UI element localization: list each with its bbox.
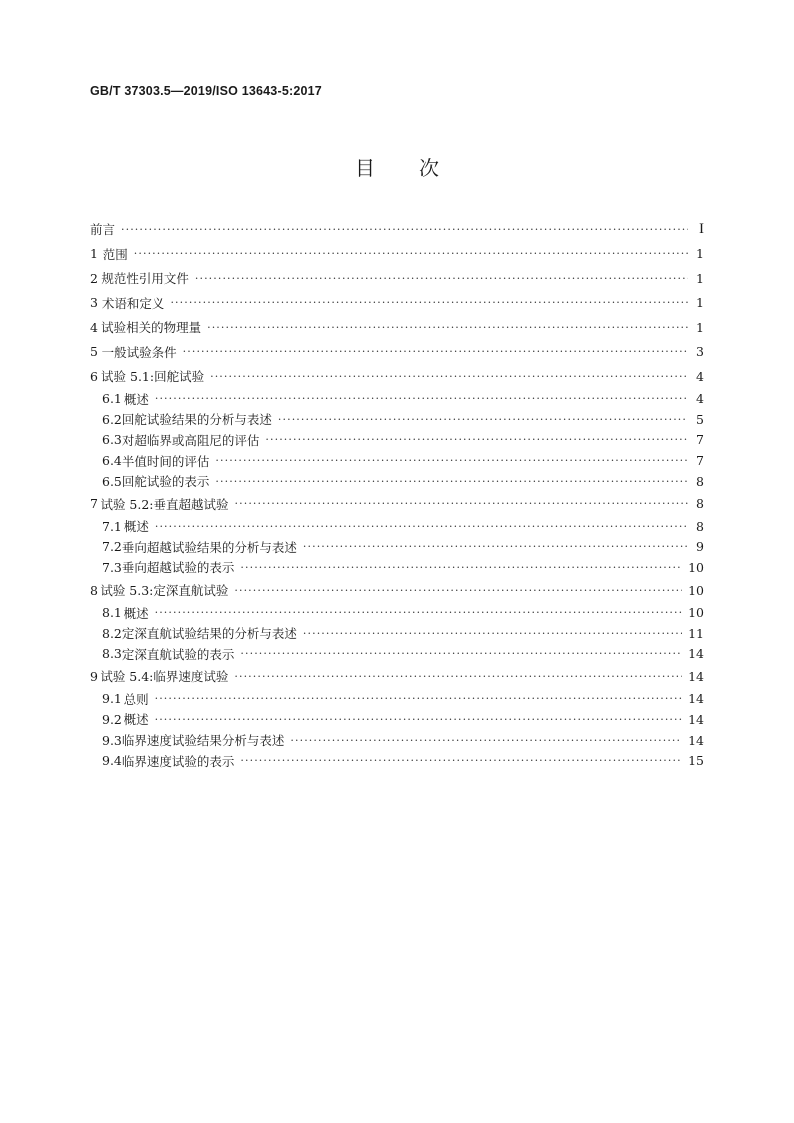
toc-entry-label: 总则 [123, 691, 149, 707]
toc-entry-label: 回舵试验结果的分析与表述 [121, 412, 272, 428]
toc-dot-leader [303, 627, 682, 640]
toc-entry-number: 7.1 [102, 518, 122, 534]
toc-entry-page: 7 [696, 432, 704, 448]
toc-dot-leader [234, 670, 682, 683]
toc-entry-number: 9.3 [102, 732, 122, 748]
toc-entry-label: 垂向超越试验结果的分析与表述 [121, 539, 297, 555]
toc-entry-page: 1 [696, 270, 704, 286]
toc-entry-label: 概述 [123, 605, 149, 621]
toc-entry-page: 10 [688, 582, 704, 598]
toc-entry-page: 5 [696, 411, 704, 427]
toc-entry-number: 8.3 [102, 646, 122, 662]
toc-entry-page: 8 [696, 496, 704, 512]
toc-entry-number: 4 [90, 319, 98, 335]
toc-entry-number: 6.5 [102, 473, 122, 489]
toc-entry[interactable] [90, 664, 704, 689]
table-of-contents [90, 217, 704, 771]
toc-entry-page: 1 [696, 295, 704, 311]
toc-entry[interactable] [90, 557, 704, 578]
toc-entry-number: 7.3 [102, 559, 122, 575]
toc-dot-leader [121, 223, 688, 236]
toc-entry-label: 临界速度试验结果分析与表述 [121, 733, 285, 749]
toc-entry-label: 试验 5.1:回舵试验 [101, 369, 205, 385]
toc-entry[interactable] [90, 291, 704, 316]
toc-dot-leader [155, 606, 682, 619]
toc-dot-leader [155, 713, 682, 726]
toc-entry-number: 9.4 [102, 753, 122, 769]
toc-entry-label: 概述 [123, 391, 149, 407]
toc-entry-label: 回舵试验的表示 [121, 474, 210, 490]
toc-entry-number: 1 [90, 246, 98, 262]
toc-entry-label: 一般试验条件 [101, 344, 177, 360]
toc-entry-label: 试验 5.4:临界速度试验 [100, 669, 229, 685]
toc-entry[interactable] [90, 340, 704, 365]
toc-entry[interactable] [90, 471, 704, 492]
toc-entry-page: 14 [688, 668, 704, 684]
toc-entry-number: 9.1 [102, 691, 122, 707]
toc-entry-label: 规范性引用文件 [101, 271, 189, 287]
toc-dot-leader [207, 321, 688, 334]
toc-dot-leader [155, 520, 688, 533]
toc-entry-number: 8.2 [102, 625, 122, 641]
toc-entry[interactable] [90, 217, 704, 242]
toc-entry-page: 4 [696, 391, 704, 407]
toc-dot-leader [240, 754, 682, 767]
toc-entry[interactable] [90, 491, 704, 516]
toc-entry[interactable] [90, 623, 704, 644]
toc-entry-page: 7 [696, 453, 704, 469]
toc-entry-label: 定深直航试验结果的分析与表述 [121, 626, 297, 642]
toc-entry-page: 11 [688, 625, 704, 641]
standard-code-header: GB/T 37303.5—2019/ISO 13643-5:2017 [90, 84, 322, 98]
toc-dot-leader [155, 692, 682, 705]
toc-entry[interactable] [90, 537, 704, 558]
toc-entry[interactable] [90, 750, 704, 771]
toc-dot-leader [195, 272, 688, 285]
toc-entry-label: 概述 [123, 712, 149, 728]
toc-entry[interactable] [90, 643, 704, 664]
toc-entry-label: 试验 5.2:垂直超越试验 [100, 496, 229, 512]
toc-entry[interactable] [90, 315, 704, 340]
toc-entry[interactable] [90, 689, 704, 710]
toc-entry-page: 14 [688, 711, 704, 727]
toc-entry-number: 9.2 [102, 711, 122, 727]
toc-entry[interactable] [90, 389, 704, 410]
toc-entry-label: 试验相关的物理量 [101, 320, 202, 336]
toc-entry[interactable] [90, 516, 704, 537]
toc-dot-leader [155, 392, 688, 405]
toc-entry-page: 14 [688, 691, 704, 707]
toc-entry-page: 10 [688, 605, 704, 621]
toc-entry-label: 范围 [102, 246, 128, 262]
toc-entry-number: 7 [90, 496, 98, 512]
toc-entry-page: 15 [688, 753, 704, 769]
page-title: 目次 [355, 156, 483, 180]
toc-dot-leader [234, 584, 682, 597]
toc-entry-label: 定深直航试验的表示 [121, 646, 235, 662]
toc-entry-page: 8 [696, 473, 704, 489]
toc-entry[interactable] [90, 730, 704, 751]
toc-entry[interactable] [90, 602, 704, 623]
toc-entry[interactable] [90, 450, 704, 471]
toc-entry-label: 对超临界或高阻尼的评估 [121, 432, 260, 448]
toc-entry-page: I [699, 220, 704, 237]
toc-dot-leader [170, 296, 688, 309]
toc-entry-number: 3 [90, 295, 98, 311]
toc-entry-page: 1 [696, 319, 704, 335]
toc-entry-label: 临界速度试验的表示 [121, 753, 235, 769]
toc-entry-page: 1 [696, 246, 704, 262]
toc-entry-page: 8 [696, 518, 704, 534]
toc-entry[interactable] [90, 242, 704, 267]
toc-dot-leader [134, 247, 688, 260]
toc-dot-leader [215, 454, 688, 467]
toc-entry[interactable] [90, 430, 704, 451]
toc-entry-number: 2 [90, 270, 98, 286]
toc-entry-number: 6 [90, 368, 98, 384]
toc-dot-leader [265, 433, 688, 446]
toc-dot-leader [240, 561, 682, 574]
toc-entry[interactable] [90, 709, 704, 730]
toc-dot-leader [278, 413, 688, 426]
toc-entry[interactable] [90, 409, 704, 430]
toc-entry-number: 6.1 [102, 391, 122, 407]
toc-entry-number: 5 [90, 344, 98, 360]
toc-entry-number: 8.1 [102, 605, 122, 621]
toc-entry-number: 6.3 [102, 432, 122, 448]
toc-entry-page: 4 [696, 368, 704, 384]
toc-entry-page: 10 [688, 559, 704, 575]
toc-entry-label: 半值时间的评估 [121, 453, 210, 469]
toc-entry-number: 6.4 [102, 453, 122, 469]
toc-dot-leader [210, 370, 688, 383]
toc-dot-leader [235, 497, 688, 510]
toc-dot-leader [240, 647, 682, 660]
toc-entry[interactable] [90, 578, 704, 603]
toc-entry-page: 14 [688, 732, 704, 748]
toc-entry-label: 前言 [90, 222, 116, 238]
toc-entry-number: 9 [90, 668, 98, 684]
toc-entry-number: 6.2 [102, 411, 122, 427]
toc-entry[interactable] [90, 266, 704, 291]
toc-dot-leader [215, 475, 688, 488]
toc-entry-label: 术语和定义 [101, 295, 165, 311]
toc-entry-page: 14 [688, 646, 704, 662]
toc-entry-number: 7.2 [102, 539, 122, 555]
toc-entry-label: 试验 5.3:定深直航试验 [100, 583, 229, 598]
toc-entry-number: 8 [90, 582, 98, 598]
toc-entry-label: 垂向超越试验的表示 [121, 560, 235, 576]
toc-entry-page: 3 [696, 344, 704, 360]
toc-dot-leader [303, 540, 688, 553]
toc-entry-label: 概述 [123, 519, 149, 535]
toc-dot-leader [183, 345, 688, 358]
toc-entry[interactable] [90, 364, 704, 389]
toc-entry-page: 9 [696, 539, 704, 555]
toc-dot-leader [290, 734, 682, 747]
